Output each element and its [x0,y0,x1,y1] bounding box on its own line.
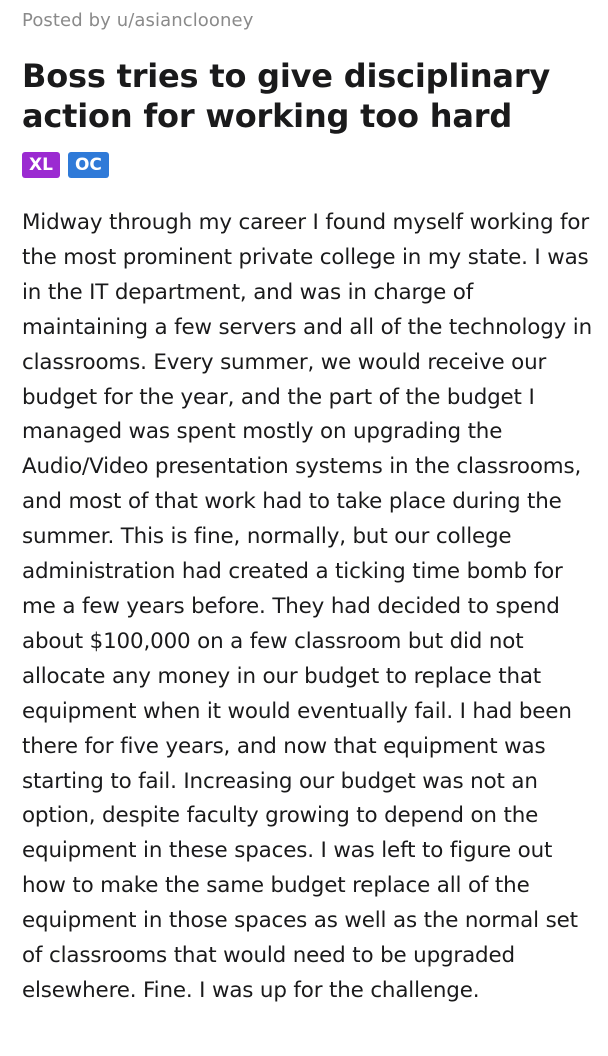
posted-by-label: Posted by [22,10,117,31]
flair-xl-badge[interactable]: XL [22,152,60,178]
author-username-link[interactable]: u/asianclooney [116,10,254,31]
flair-list [22,152,109,178]
post-meta [22,10,253,31]
flair-oc-badge[interactable]: OC [68,152,109,178]
post-title[interactable]: Boss tries to give disciplinary action for working too hard [22,57,551,135]
post-body: Midway through my career I found myself working for the most prominent private college in my state. I was in the IT department, and was in charge of maintaining a few servers and all of the technology in classrooms. Every summer, we would receive our budget for the year, and the part of the budget I managed was spent mostly on upgrading the Audio/Video presentation systems in the classrooms, and most of that work had to take place during the summer. This is fine, normally, but our college administration had created a ticking time bomb for me a few years before. They had decided to spend about $100,000 on a few classroom but did not allocate any money in our budget to replace that equipment when it would eventually fail. I had been there for five years, and now that equipment was starting to fail. Increasing our budget was not an option, despite faculty growing to depend on the equipment in these spaces. I was left to figure out how to make the same budget replace all of the equipment in those spaces as well as the normal set of classrooms that would need to be upgraded elsewhere. Fine. I was up for the challenge. [22,210,593,1003]
